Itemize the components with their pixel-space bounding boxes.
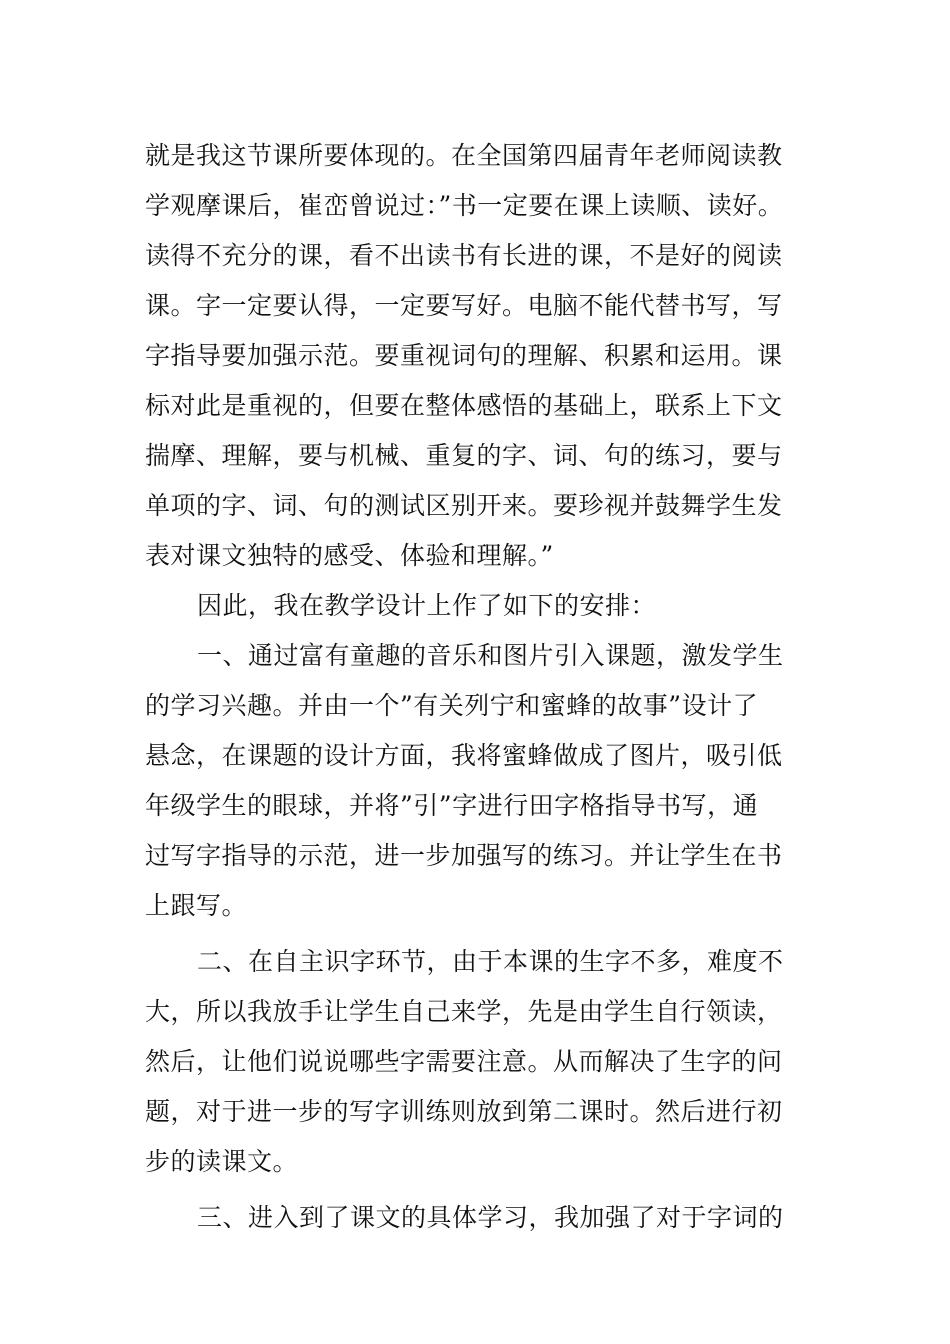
text-line: 表对课文独特的感受、体验和理解。” [145, 541, 554, 570]
text-line: 学观摩课后，崔峦曾说过：”书一定要在课上读顺、读好。 [145, 191, 784, 220]
paragraph-line: 因此，我在教学设计上作了如下的安排： [197, 591, 657, 620]
text-line: 字指导要加强示范。要重视词句的理解、积累和运用。课 [145, 341, 783, 370]
paragraph-line: 一、通过富有童趣的音乐和图片引入课题，激发学生 [197, 641, 784, 670]
text-line: 过写字指导的示范，进一步加强写的练习。并让学生在书 [145, 841, 783, 870]
text-line: 大，所以我放手让学生自己来学，先是由学生自行领读， [145, 997, 783, 1026]
text-line: 题，对于进一步的写字训练则放到第二课时。然后进行初 [145, 1097, 783, 1126]
text-line: 就是我这节课所要体现的。在全国第四届青年老师阅读教 [145, 141, 783, 170]
text-line: 标对此是重视的，但要在整体感悟的基础上，联系上下文 [145, 391, 783, 420]
text-line: 然后，让他们说说哪些字需要注意。从而解决了生字的问 [145, 1047, 783, 1076]
text-line: 课。字一定要认得，一定要写好。电脑不能代替书写，写 [145, 291, 783, 320]
text-line: 年级学生的眼球，并将”引”字进行田字格指导书写，通 [145, 791, 759, 820]
text-line: 上跟写。 [145, 891, 248, 920]
text-line: 揣摩、理解，要与机械、重复的字、词、句的练习，要与 [145, 441, 783, 470]
document-body [145, 131, 825, 1243]
text-line: 的学习兴趣。并由一个”有关列宁和蜜蜂的故事”设计了 [145, 691, 759, 720]
text-line: 悬念，在课题的设计方面，我将蜜蜂做成了图片，吸引低 [145, 741, 783, 770]
paragraph-line: 三、进入到了课文的具体学习，我加强了对于字词的 [197, 1203, 784, 1232]
text-line: 读得不充分的课，看不出读书有长进的课，不是好的阅读 [145, 241, 783, 270]
text-line: 步的读课文。 [145, 1147, 299, 1176]
paragraph-line: 二、在自主识字环节，由于本课的生字不多，难度不 [197, 947, 784, 976]
text-line: 单项的字、词、句的测试区别开来。要珍视并鼓舞学生发 [145, 491, 783, 520]
